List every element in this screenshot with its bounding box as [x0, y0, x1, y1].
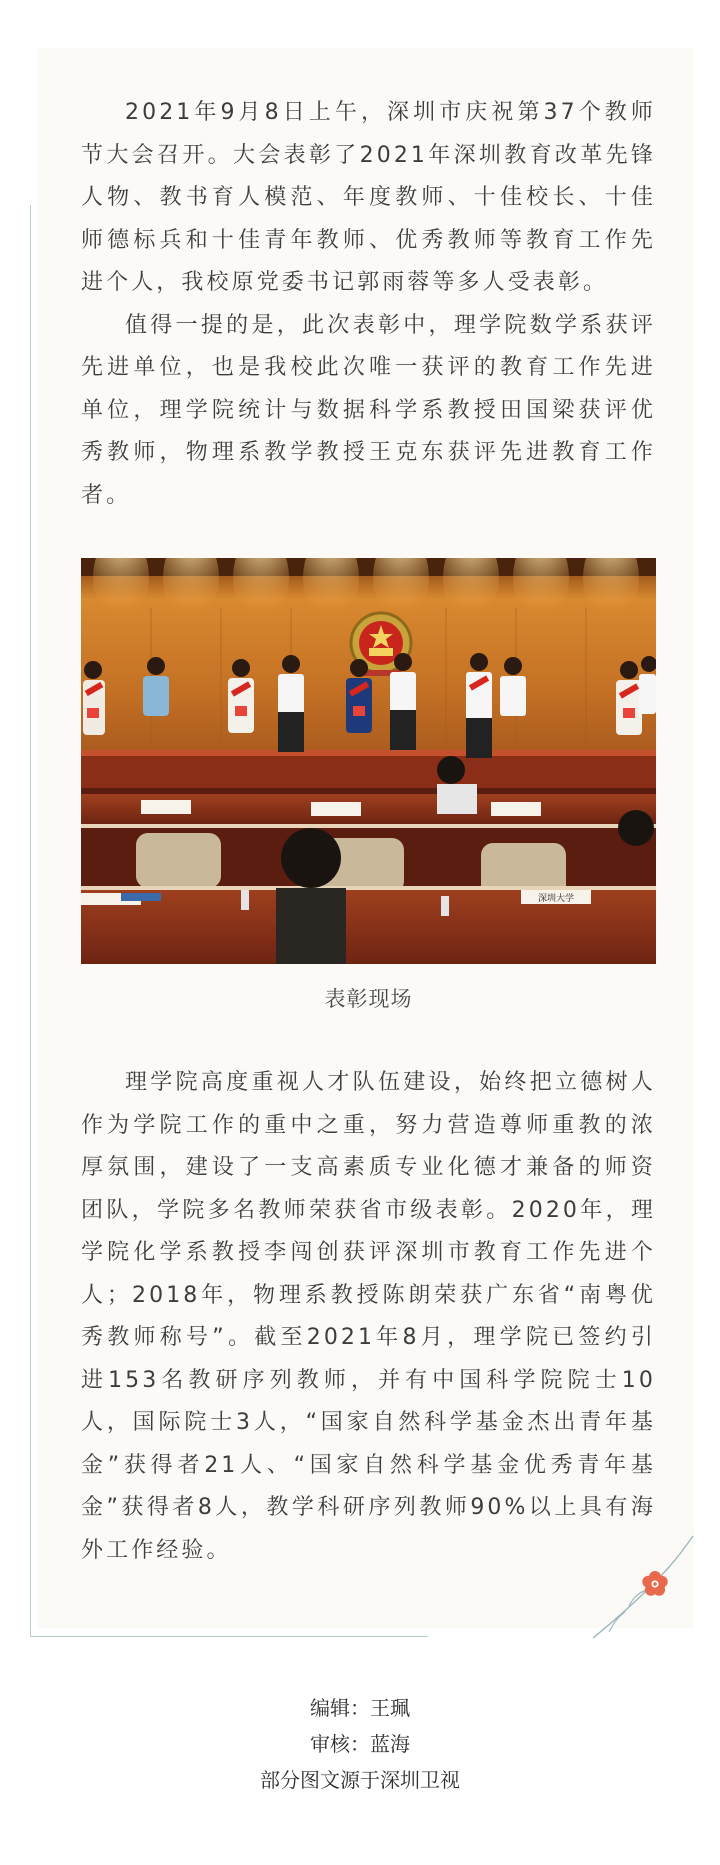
- article-body-bottom: [81, 1062, 656, 1572]
- photo-caption: 表彰现场: [324, 987, 413, 1011]
- ceremony-photo-image: [81, 558, 656, 964]
- paragraph-talent-building: 理学院高度重视人才队伍建设，始终把立德树人作为学院工作的重中之重，努力营造尊师重教的浓厚氛围，建设了一支高素质专业化德才兼备的师资团队，学院多名教师荣获省市级表彰。2020年，理学院化学系教授李闯创获评深圳市教育工作先进个人；2018年，物理系教授陈朗荣获广东省“南粤优秀教师称号”。截至2021年8月，理学院已签约引进153名教研序列教师，并有中国科学院院士10人，国际院士3人，“国家自然科学基金杰出青年基金”获得者21人、“国家自然科学基金优秀青年基金”获得者8人，教学科研序列教师90%以上具有海外工作经验。: [81, 1070, 656, 1563]
- award-ceremony-photo: [81, 558, 656, 964]
- frame-left-line: [30, 205, 31, 1637]
- editor-credit: 编辑：王珮: [310, 1696, 410, 1720]
- flower-branch-icon: [585, 1532, 697, 1642]
- frame-bottom-line: [30, 1636, 428, 1637]
- name-card-university: 深圳大学: [537, 894, 575, 904]
- reviewer-credit: 审核：蓝海: [310, 1732, 410, 1756]
- credits-block: [0, 1690, 720, 1798]
- article-body-top: [81, 92, 656, 517]
- paragraph-event-intro: 2021年9月8日上午，深圳市庆祝第37个教师节大会召开。大会表彰了2021年深圳教育改革先锋人物、教书育人模范、年度教师、十佳校长、十佳师德标兵和十佳青年教师、优秀教师等教育工作先进个人，我校原党委书记郭雨蓉等多人受表彰。: [81, 100, 656, 295]
- source-credit: 部分图文源于深圳卫视: [260, 1768, 460, 1792]
- paragraph-awards-detail: 值得一提的是，此次表彰中，理学院数学系获评先进单位，也是我校此次唯一获评的教育工作先进单位，理学院统计与数据科学系教授田国梁获评优秀教师，物理系教学教授王克东获评先进教育工作者。: [81, 312, 656, 508]
